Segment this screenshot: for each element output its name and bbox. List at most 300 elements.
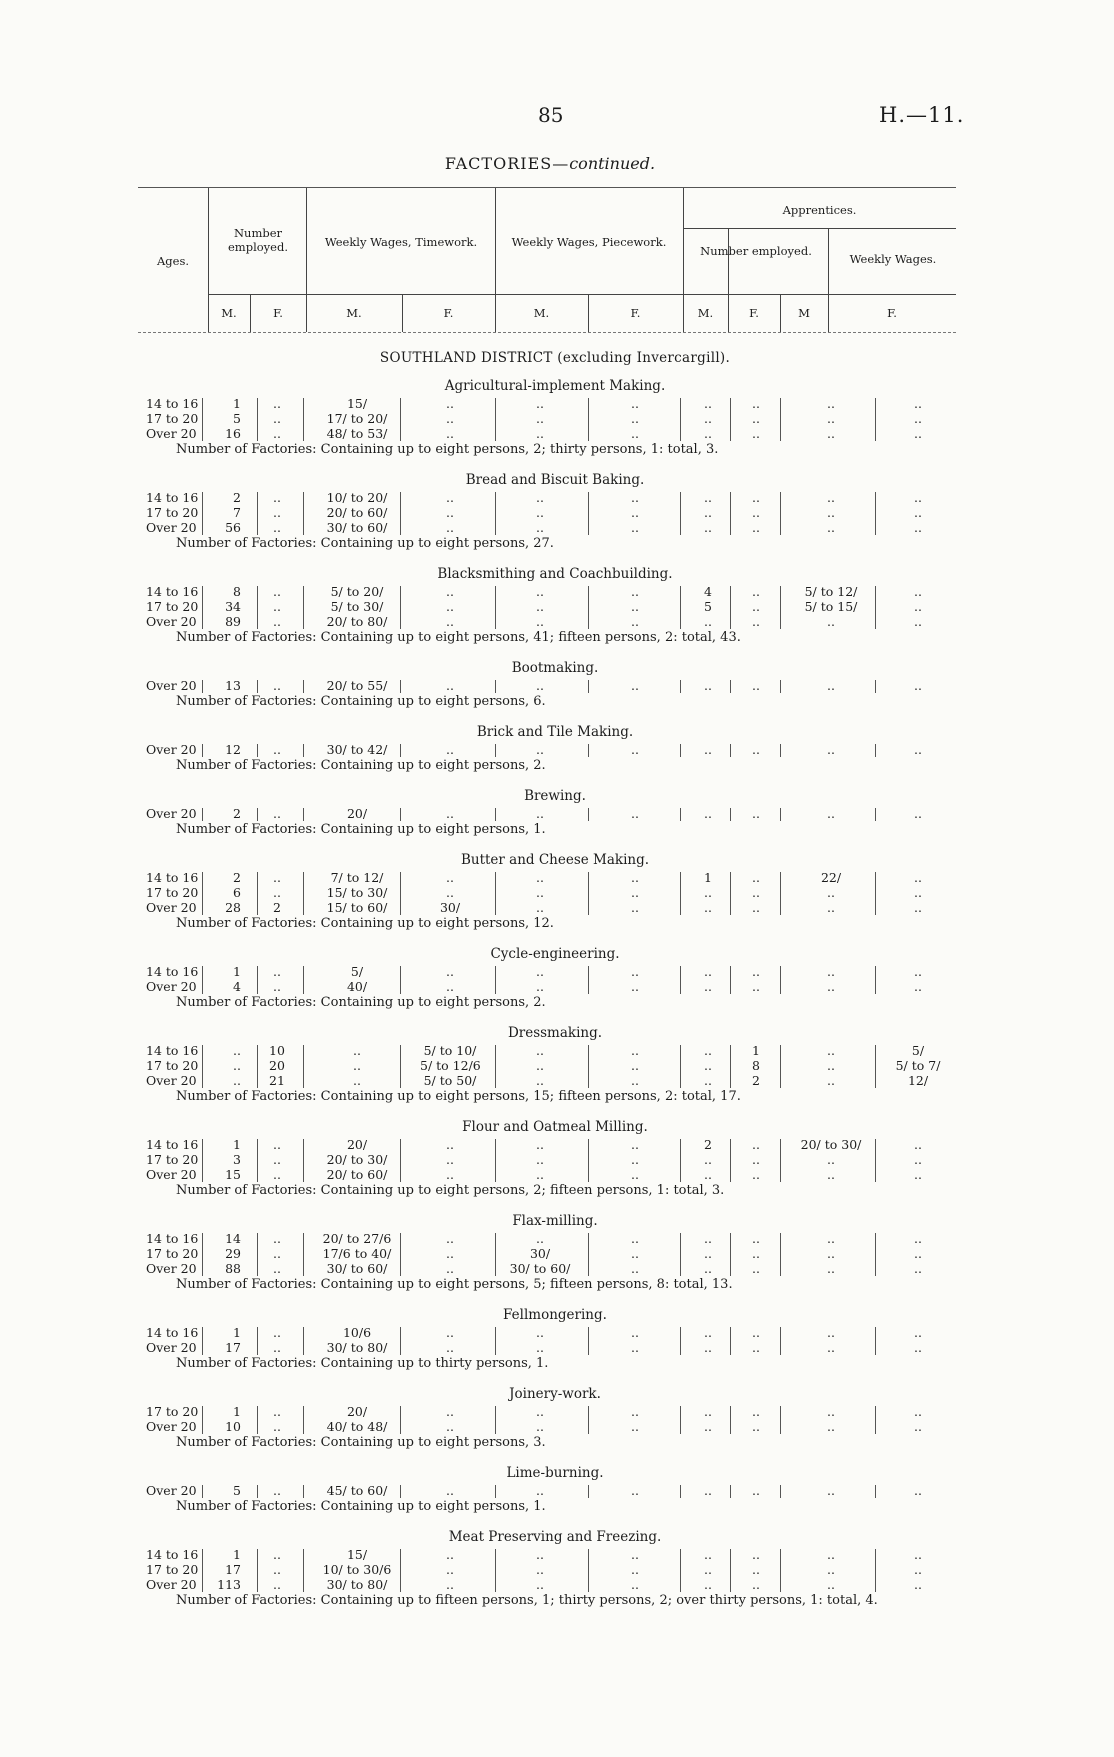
cell-timework-m: 20/ to 55/: [326, 678, 388, 693]
table-row: [0, 397, 1110, 411]
cell-piecework-m: ..: [536, 1340, 544, 1355]
cell-timework-m: 20/: [346, 1137, 368, 1152]
cell-timework-m: 15/ to 30/: [326, 885, 388, 900]
header-ages: Ages.: [156, 254, 190, 268]
page-title: [0, 154, 1100, 173]
cell-apprentice-m: ..: [704, 1043, 712, 1058]
cell-apprentice-wages-m: ..: [827, 742, 835, 757]
column-rule: [257, 1549, 258, 1592]
cell-apprentice-wages-m: ..: [827, 1246, 835, 1261]
cell-timework-f: ..: [446, 1404, 454, 1419]
cell-females: ..: [273, 1325, 281, 1340]
cell-females: ..: [273, 411, 281, 426]
cell-apprentice-wages-f: ..: [914, 490, 922, 505]
cell-apprentice-wages-f: ..: [914, 979, 922, 994]
cell-females: ..: [273, 1152, 281, 1167]
table-row: [0, 412, 1110, 426]
column-rule: [303, 398, 304, 441]
cell-apprentice-m: ..: [704, 1483, 712, 1498]
cell-males: 56: [225, 520, 241, 535]
column-rule: [303, 680, 304, 693]
column-rule: [780, 586, 781, 629]
cell-apprentice-wages-f: ..: [914, 1562, 922, 1577]
column-rule: [495, 680, 496, 693]
cell-females: ..: [273, 1562, 281, 1577]
cell-apprentice-wages-m: ..: [827, 1152, 835, 1167]
cell-apprentice-m: ..: [704, 1419, 712, 1434]
cell-apprentice-wages-f: ..: [914, 614, 922, 629]
column-rule: [588, 1549, 589, 1592]
cell-apprentice-wages-f: ..: [914, 870, 922, 885]
cell-females: ..: [273, 1419, 281, 1434]
cell-piecework-f: ..: [631, 1167, 639, 1182]
factories-note: Number of Factories: Containing up to eight persons, 5; fifteen persons, 8: total, 13.: [176, 1277, 733, 1292]
column-rule: [730, 872, 731, 915]
table-row: [0, 886, 1110, 900]
cell-females: 2: [273, 900, 281, 915]
cell-timework-f: ..: [446, 1325, 454, 1340]
cell-timework-m: 30/ to 42/: [326, 742, 388, 757]
cell-timework-m: ..: [353, 1073, 361, 1088]
cell-apprentice-wages-m: ..: [827, 1577, 835, 1592]
column-rule: [780, 1327, 781, 1355]
factories-note: Number of Factories: Containing up to eight persons, 2; fifteen persons, 1: total, 3.: [176, 1183, 725, 1198]
table-row: [0, 679, 1110, 693]
column-rule: [257, 808, 258, 821]
cell-females: ..: [273, 1340, 281, 1355]
column-rule: [257, 872, 258, 915]
table-row: [0, 1578, 1110, 1592]
cell-apprentice-f: ..: [752, 885, 760, 900]
cell-piecework-m: ..: [536, 599, 544, 614]
cell-females: ..: [273, 490, 281, 505]
column-rule: [400, 398, 401, 441]
cell-piecework-m: ..: [536, 870, 544, 885]
column-rule: [875, 1139, 876, 1182]
cell-piecework-m: ..: [536, 964, 544, 979]
column-rule: [875, 966, 876, 994]
cell-apprentice-wages-f: ..: [914, 1340, 922, 1355]
table-row: [0, 743, 1110, 757]
column-rule: [303, 744, 304, 757]
cell-apprentice-f: ..: [752, 1419, 760, 1434]
cell-piecework-m: ..: [536, 505, 544, 520]
cell-piecework-m: ..: [536, 1152, 544, 1167]
cell-apprentice-f: ..: [752, 1340, 760, 1355]
cell-apprentice-m: ..: [704, 1058, 712, 1073]
cell-apprentice-wages-f: ..: [914, 964, 922, 979]
cell-apprentice-wages-m: ..: [827, 1404, 835, 1419]
column-rule: [680, 492, 681, 535]
cell-timework-f: ..: [446, 1246, 454, 1261]
cell-age: 17 to 20: [146, 411, 199, 426]
cell-timework-m: 30/ to 80/: [326, 1340, 388, 1355]
cell-apprentice-f: ..: [752, 426, 760, 441]
cell-piecework-f: ..: [631, 490, 639, 505]
cell-timework-f: 5/ to 12/6: [420, 1058, 481, 1073]
table-row: [0, 1484, 1110, 1498]
cell-males: ..: [233, 1043, 241, 1058]
cell-timework-f: ..: [446, 1231, 454, 1246]
cell-apprentice-wages-m: 22/: [820, 870, 842, 885]
cell-piecework-m: ..: [536, 1325, 544, 1340]
table-row: [0, 1420, 1110, 1434]
cell-timework-f: ..: [446, 1261, 454, 1276]
cell-timework-m: 20/ to 30/: [326, 1152, 388, 1167]
column-rule: [495, 1406, 496, 1434]
column-rule: [588, 1139, 589, 1182]
column-rule: [780, 398, 781, 441]
cell-piecework-f: ..: [631, 1246, 639, 1261]
cell-timework-m: 7/ to 12/: [330, 870, 384, 885]
cell-age: Over 20: [146, 1419, 197, 1434]
industry-heading: Butter and Cheese Making.: [460, 852, 650, 868]
cell-timework-f: ..: [446, 1577, 454, 1592]
cell-age: Over 20: [146, 1261, 197, 1276]
column-rule: [400, 492, 401, 535]
cell-apprentice-wages-m: ..: [827, 964, 835, 979]
cell-age: 17 to 20: [146, 599, 199, 614]
cell-apprentice-f: ..: [752, 742, 760, 757]
cell-males: 1: [233, 1325, 241, 1340]
cell-apprentice-f: 2: [752, 1073, 760, 1088]
column-rule: [875, 744, 876, 757]
factories-note: Number of Factories: Containing up to eight persons, 6.: [176, 694, 546, 709]
column-rule: [202, 398, 203, 441]
cell-males: 29: [225, 1246, 241, 1261]
header-weekly-wages-piecework: Weekly Wages, Piecework.: [511, 235, 667, 249]
column-rule: [780, 808, 781, 821]
column-rule: [495, 492, 496, 535]
column-rule: [495, 1139, 496, 1182]
cell-piecework-f: ..: [631, 584, 639, 599]
header-number-employed: Number employed.: [228, 226, 288, 254]
column-rule: [495, 872, 496, 915]
column-rule: [202, 1327, 203, 1355]
cell-timework-m: 5/ to 20/: [330, 584, 384, 599]
table-row: [0, 506, 1110, 520]
column-rule: [257, 586, 258, 629]
cell-timework-m: 40/: [346, 979, 368, 994]
cell-apprentice-wages-m: ..: [827, 505, 835, 520]
cell-piecework-m: ..: [536, 1231, 544, 1246]
district-heading: SOUTHLAND DISTRICT (excluding Invercargill).: [379, 350, 731, 366]
cell-timework-m: 15/: [346, 1547, 368, 1562]
column-rule: [680, 586, 681, 629]
column-rule: [875, 1485, 876, 1498]
cell-females: ..: [273, 426, 281, 441]
cell-apprentice-f: ..: [752, 979, 760, 994]
cell-apprentice-f: ..: [752, 678, 760, 693]
column-rule: [588, 398, 589, 441]
cell-age: Over 20: [146, 1073, 197, 1088]
industry-heading: Blacksmithing and Coachbuilding.: [437, 566, 673, 582]
column-rule: [730, 744, 731, 757]
cell-males: 6: [233, 885, 241, 900]
cell-piecework-f: ..: [631, 1325, 639, 1340]
document-reference: H.—11.: [879, 103, 965, 127]
column-rule: [588, 492, 589, 535]
column-rule: [202, 1233, 203, 1276]
column-rule: [680, 1485, 681, 1498]
cell-timework-f: ..: [446, 1137, 454, 1152]
factories-note: Number of Factories: Containing up to thirty persons, 1.: [176, 1356, 549, 1371]
column-rule: [303, 1233, 304, 1276]
column-rule: [303, 1139, 304, 1182]
cell-piecework-m: ..: [536, 426, 544, 441]
column-rule: [495, 966, 496, 994]
column-rule: [875, 808, 876, 821]
cell-age: 17 to 20: [146, 505, 199, 520]
column-rule: [257, 1485, 258, 1498]
cell-males: 16: [225, 426, 241, 441]
table-row: [0, 1044, 1110, 1058]
cell-piecework-f: ..: [631, 742, 639, 757]
cell-piecework-f: ..: [631, 1058, 639, 1073]
industry-heading: Brick and Tile Making.: [476, 724, 634, 740]
cell-piecework-f: ..: [631, 1261, 639, 1276]
cell-males: ..: [233, 1058, 241, 1073]
cell-apprentice-m: ..: [704, 1340, 712, 1355]
cell-apprentice-m: 2: [704, 1137, 712, 1152]
column-rule: [588, 1406, 589, 1434]
cell-apprentice-m: ..: [704, 426, 712, 441]
cell-females: ..: [273, 806, 281, 821]
column-rule: [495, 744, 496, 757]
table-row: [0, 1074, 1110, 1088]
cell-age: Over 20: [146, 979, 197, 994]
header-m: M: [798, 306, 810, 320]
cell-apprentice-f: ..: [752, 1547, 760, 1562]
header-apprentices-wages: Weekly Wages.: [849, 252, 937, 266]
table-row: [0, 1262, 1110, 1276]
table-row: [0, 585, 1110, 599]
cell-piecework-f: ..: [631, 505, 639, 520]
column-rule: [780, 1045, 781, 1088]
page-number: 85: [538, 103, 564, 127]
cell-apprentice-wages-m: ..: [827, 1043, 835, 1058]
industry-heading: Bootmaking.: [511, 660, 599, 676]
cell-females: ..: [273, 520, 281, 535]
cell-piecework-m: ..: [536, 490, 544, 505]
cell-apprentice-wages-f: ..: [914, 520, 922, 535]
cell-timework-f: 30/: [439, 900, 461, 915]
column-rule: [400, 1233, 401, 1276]
factories-note: Number of Factories: Containing up to eight persons, 15; fifteen persons, 2: total, 17.: [176, 1089, 741, 1104]
cell-age: 17 to 20: [146, 1152, 199, 1167]
table-row: [0, 615, 1110, 629]
cell-apprentice-wages-f: 12/: [907, 1073, 929, 1088]
cell-age: 17 to 20: [146, 1404, 199, 1419]
cell-timework-f: ..: [446, 979, 454, 994]
cell-piecework-f: ..: [631, 599, 639, 614]
table-row: [0, 965, 1110, 979]
cell-age: Over 20: [146, 1483, 197, 1498]
cell-males: 5: [233, 1483, 241, 1498]
cell-piecework-f: ..: [631, 979, 639, 994]
column-rule: [303, 1045, 304, 1088]
cell-females: ..: [273, 1577, 281, 1592]
cell-piecework-f: ..: [631, 870, 639, 885]
cell-apprentice-wages-m: ..: [827, 979, 835, 994]
cell-males: 4: [233, 979, 241, 994]
column-rule: [495, 1327, 496, 1355]
column-rule: [780, 872, 781, 915]
column-rule: [202, 586, 203, 629]
cell-apprentice-m: ..: [704, 490, 712, 505]
cell-piecework-m: ..: [536, 742, 544, 757]
cell-age: Over 20: [146, 900, 197, 915]
cell-timework-m: 5/ to 30/: [330, 599, 384, 614]
industry-heading: Dressmaking.: [507, 1025, 603, 1041]
cell-apprentice-wages-f: ..: [914, 426, 922, 441]
cell-apprentice-wages-f: 5/ to 7/: [895, 1058, 941, 1073]
industry-heading: Flour and Oatmeal Milling.: [462, 1119, 648, 1135]
cell-age: Over 20: [146, 806, 197, 821]
cell-timework-m: 40/ to 48/: [326, 1419, 388, 1434]
column-rule: [680, 1327, 681, 1355]
cell-apprentice-f: ..: [752, 396, 760, 411]
cell-piecework-m: 30/ to 60/: [509, 1261, 571, 1276]
cell-males: 1: [233, 964, 241, 979]
column-rule: [588, 872, 589, 915]
column-rule: [303, 1549, 304, 1592]
factories-note: Number of Factories: Containing up to fifteen persons, 1; thirty persons, 2; over thirty persons, 1: total, 4.: [176, 1593, 878, 1608]
cell-males: 7: [233, 505, 241, 520]
cell-apprentice-wages-f: ..: [914, 396, 922, 411]
cell-piecework-m: ..: [536, 1577, 544, 1592]
cell-apprentice-m: ..: [704, 1404, 712, 1419]
cell-age: Over 20: [146, 426, 197, 441]
cell-apprentice-f: ..: [752, 1483, 760, 1498]
column-rule: [680, 966, 681, 994]
cell-males: 28: [225, 900, 241, 915]
cell-males: 89: [225, 614, 241, 629]
cell-timework-f: ..: [446, 1152, 454, 1167]
industry-heading: Lime-burning.: [506, 1465, 604, 1481]
header-f: F.: [443, 306, 454, 320]
cell-apprentice-wages-f: ..: [914, 1547, 922, 1562]
cell-piecework-m: ..: [536, 1547, 544, 1562]
table-header: [138, 187, 956, 333]
table-row: [0, 1405, 1110, 1419]
cell-males: 13: [225, 678, 241, 693]
column-rule: [780, 680, 781, 693]
cell-apprentice-wages-m: ..: [827, 1073, 835, 1088]
cell-apprentice-m: ..: [704, 520, 712, 535]
column-rule: [680, 1045, 681, 1088]
column-rule: [875, 1233, 876, 1276]
column-rule: [730, 1485, 731, 1498]
cell-apprentice-wages-m: ..: [827, 396, 835, 411]
cell-apprentice-f: ..: [752, 490, 760, 505]
cell-age: 14 to 16: [146, 584, 199, 599]
cell-males: 12: [225, 742, 241, 757]
cell-timework-f: ..: [446, 1483, 454, 1498]
cell-apprentice-m: 5: [704, 599, 712, 614]
column-rule: [400, 1045, 401, 1088]
cell-timework-m: 30/ to 80/: [326, 1577, 388, 1592]
cell-apprentice-m: ..: [704, 806, 712, 821]
column-rule: [400, 966, 401, 994]
cell-piecework-f: ..: [631, 900, 639, 915]
cell-piecework-m: ..: [536, 1058, 544, 1073]
cell-apprentice-wages-m: ..: [827, 1167, 835, 1182]
cell-females: ..: [273, 1167, 281, 1182]
cell-piecework-m: ..: [536, 614, 544, 629]
cell-piecework-m: ..: [536, 979, 544, 994]
cell-apprentice-wages-f: ..: [914, 806, 922, 821]
cell-females: ..: [273, 599, 281, 614]
cell-piecework-f: ..: [631, 1340, 639, 1355]
cell-females: ..: [273, 742, 281, 757]
cell-apprentice-wages-m: ..: [827, 520, 835, 535]
cell-age: 14 to 16: [146, 1137, 199, 1152]
cell-age: 14 to 16: [146, 1231, 199, 1246]
header-f: F.: [630, 306, 641, 320]
cell-apprentice-m: ..: [704, 1167, 712, 1182]
cell-apprentice-wages-m: ..: [827, 678, 835, 693]
column-rule: [875, 492, 876, 535]
table-row: [0, 1059, 1110, 1073]
column-rule: [730, 1045, 731, 1088]
cell-timework-m: 17/6 to 40/: [322, 1246, 392, 1261]
cell-apprentice-f: ..: [752, 964, 760, 979]
cell-timework-m: 15/: [346, 396, 368, 411]
column-rule: [588, 680, 589, 693]
cell-timework-f: ..: [446, 584, 454, 599]
cell-timework-f: ..: [446, 490, 454, 505]
cell-piecework-m: ..: [536, 1483, 544, 1498]
column-rule: [495, 808, 496, 821]
cell-age: 17 to 20: [146, 885, 199, 900]
column-rule: [303, 586, 304, 629]
cell-piecework-m: ..: [536, 900, 544, 915]
cell-piecework-m: ..: [536, 396, 544, 411]
cell-apprentice-wages-f: ..: [914, 1419, 922, 1434]
header-m: M.: [533, 306, 550, 320]
cell-age: 14 to 16: [146, 870, 199, 885]
cell-apprentice-m: ..: [704, 1152, 712, 1167]
column-rule: [303, 1485, 304, 1498]
cell-apprentice-wages-m: 20/ to 30/: [800, 1137, 862, 1152]
cell-apprentice-f: ..: [752, 411, 760, 426]
cell-timework-m: 20/ to 60/: [326, 505, 388, 520]
column-rule: [400, 744, 401, 757]
cell-males: 1: [233, 1137, 241, 1152]
cell-timework-f: 5/ to 10/: [423, 1043, 477, 1058]
cell-piecework-m: ..: [536, 584, 544, 599]
cell-timework-f: ..: [446, 614, 454, 629]
cell-apprentice-wages-m: ..: [827, 1483, 835, 1498]
cell-apprentice-wages-m: ..: [827, 1419, 835, 1434]
header-m: M.: [697, 306, 714, 320]
table-row: [0, 1548, 1110, 1562]
cell-apprentice-m: ..: [704, 396, 712, 411]
column-rule: [588, 1485, 589, 1498]
cell-age: Over 20: [146, 614, 197, 629]
factories-note: Number of Factories: Containing up to eight persons, 2; thirty persons, 1: total, 3.: [176, 442, 719, 457]
cell-piecework-f: ..: [631, 885, 639, 900]
table-row: [0, 1153, 1110, 1167]
column-rule: [730, 1139, 731, 1182]
cell-apprentice-wages-f: ..: [914, 1152, 922, 1167]
cell-age: 14 to 16: [146, 1547, 199, 1562]
column-rule: [730, 492, 731, 535]
cell-apprentice-m: ..: [704, 1261, 712, 1276]
column-rule: [588, 1327, 589, 1355]
cell-piecework-m: ..: [536, 1137, 544, 1152]
